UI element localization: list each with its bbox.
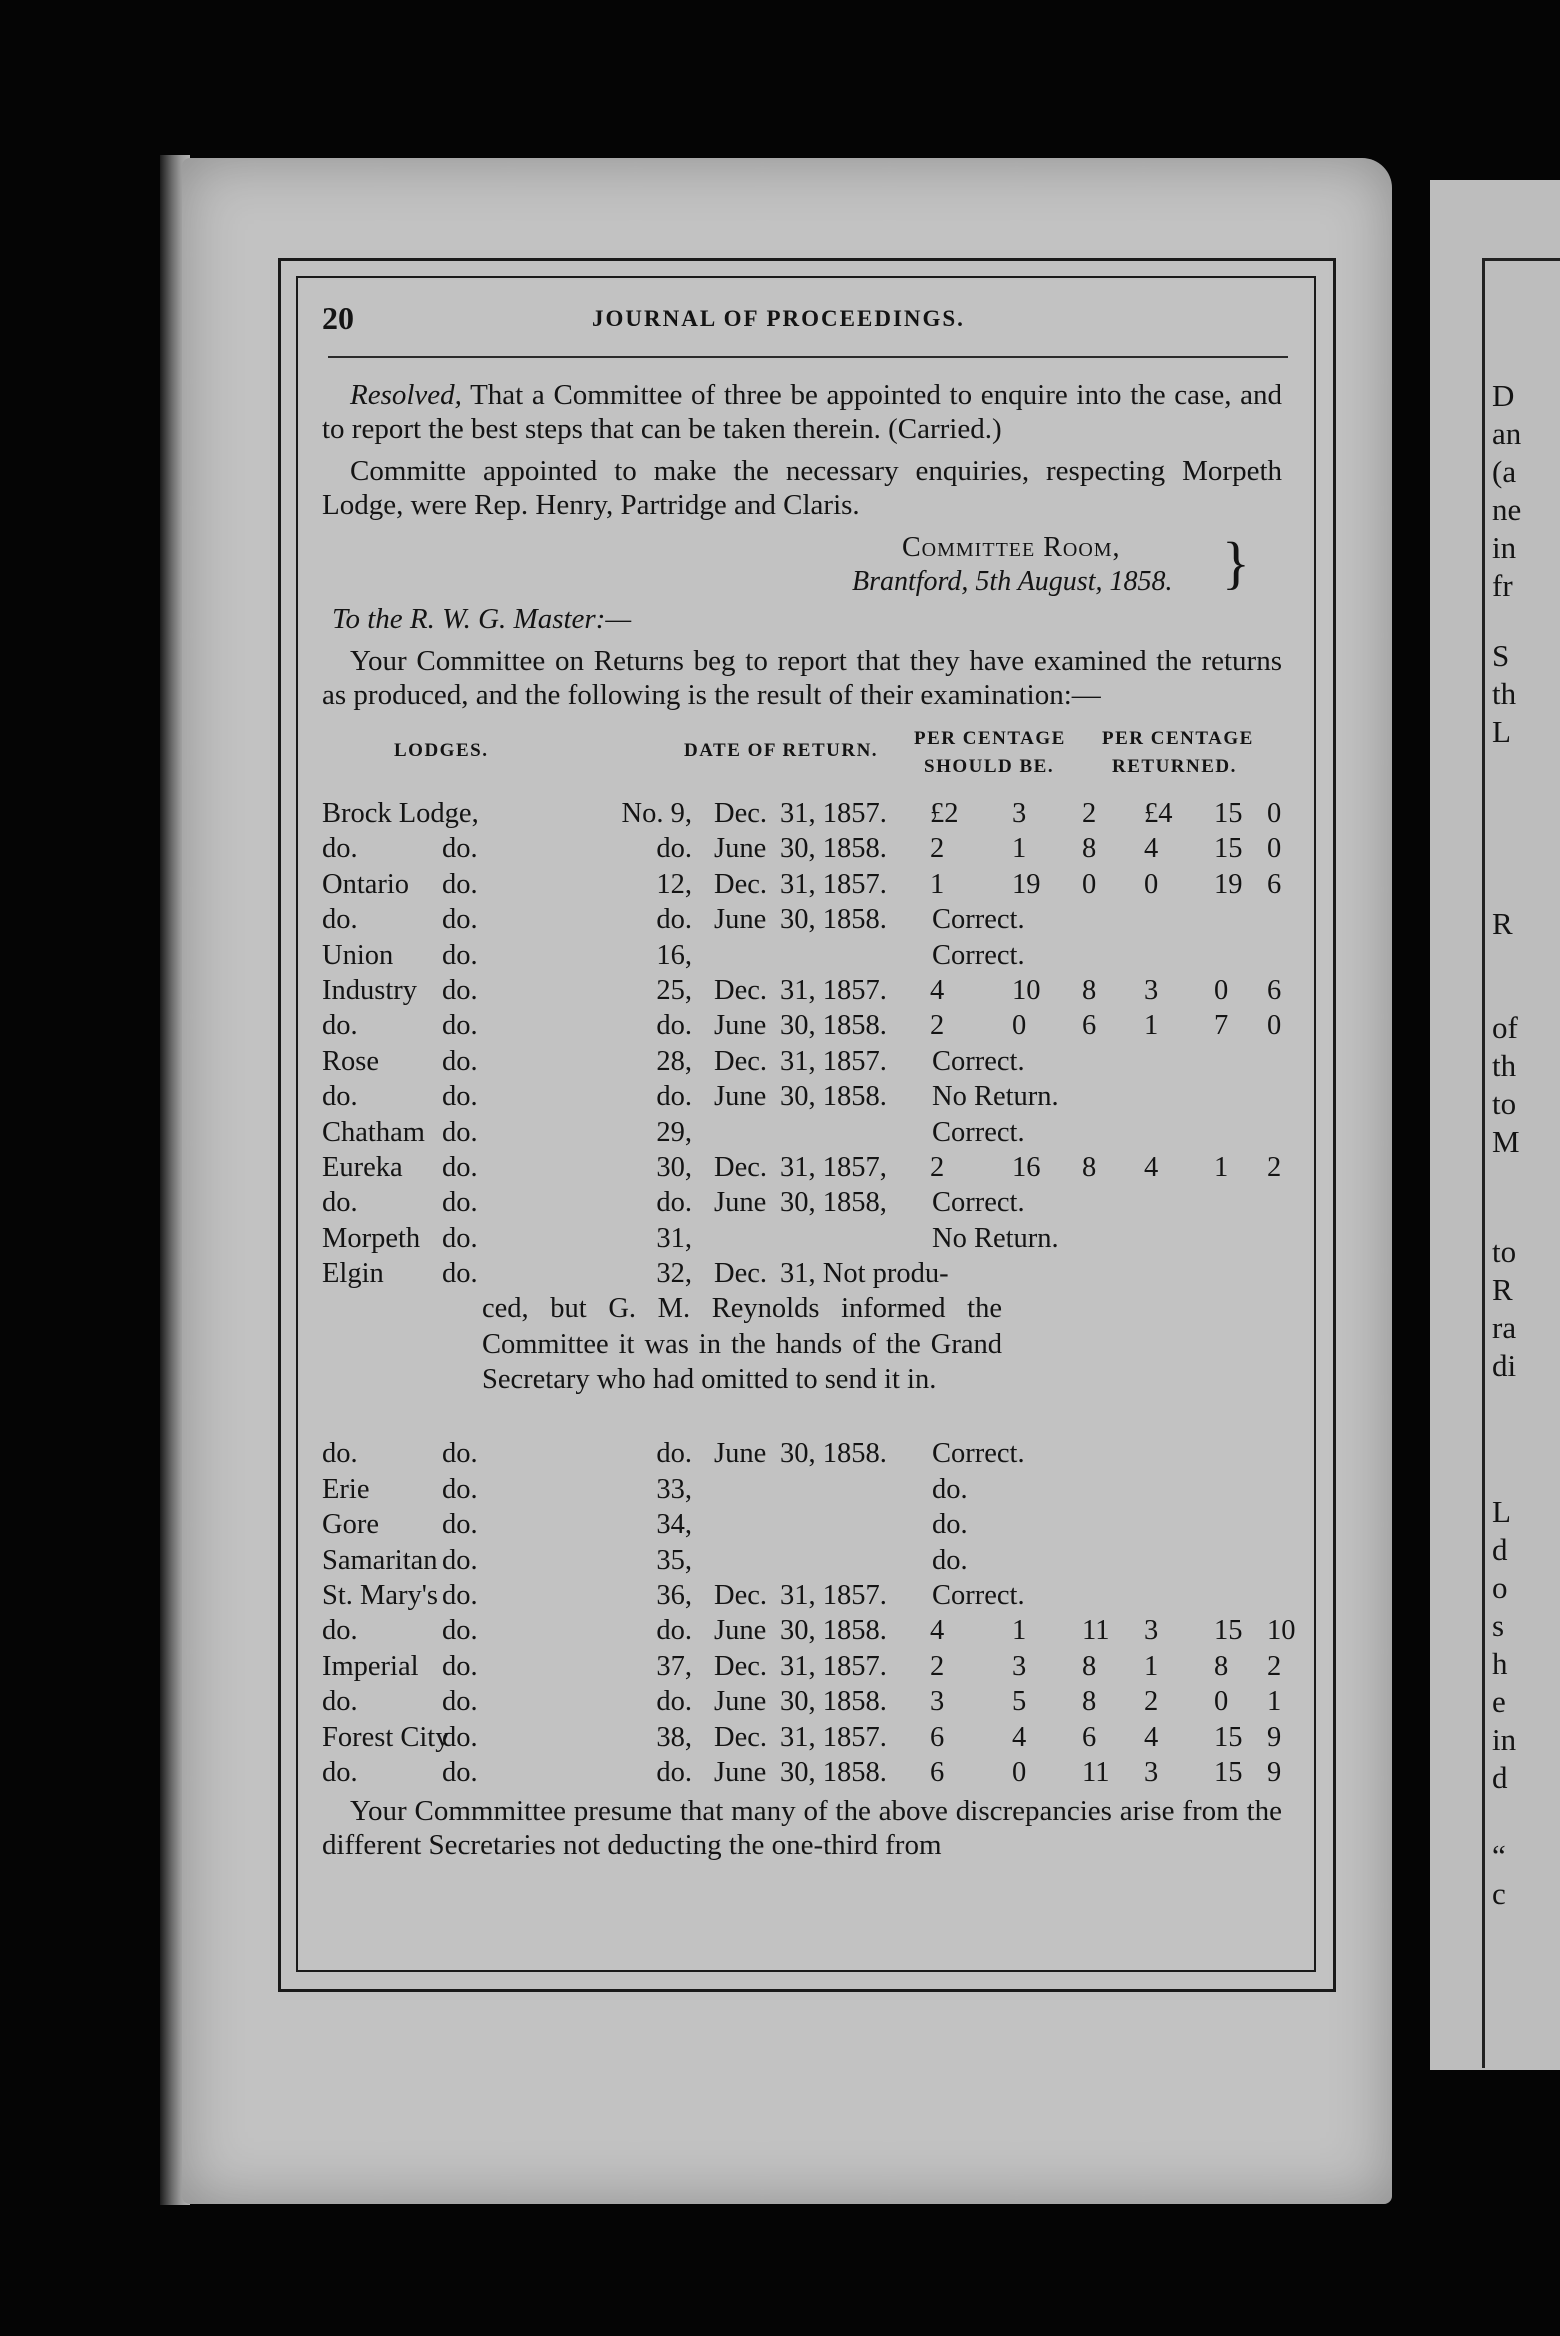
cell-mon: Dec. [714, 1045, 768, 1077]
page-header [322, 292, 1282, 342]
cell-name: Elgin [322, 1258, 384, 1290]
cell-s2: 1 [1012, 833, 1027, 865]
cell-date: 31, 1857. [780, 868, 887, 900]
cell-r1: 3 [1144, 974, 1159, 1006]
col-should-1: PER CENTAGE [914, 728, 1066, 749]
page-content [322, 292, 1296, 1862]
facing-page-fragment: D [1492, 378, 1515, 413]
cell-no: 31, [656, 1222, 692, 1254]
table-row [322, 1613, 1296, 1648]
cell-name: do. [322, 833, 358, 865]
cell-s2: 0 [1012, 1010, 1027, 1042]
cell-name: Morpeth [322, 1222, 421, 1254]
cell-do: do. [442, 1151, 478, 1183]
facing-page-fragment: (a [1492, 454, 1517, 489]
cell-no: 36, [656, 1580, 692, 1612]
cell-do: do. [442, 833, 478, 865]
cell-no: No. 9, [621, 798, 692, 829]
cell-no: 25, [656, 974, 692, 1006]
cell-name: Samaritan [322, 1544, 438, 1576]
cell-s3: 8 [1082, 974, 1097, 1006]
cell-s1: 1 [930, 868, 945, 900]
cell-no: do. [656, 1756, 692, 1788]
cell-r3: 2 [1267, 1151, 1282, 1183]
facing-page-fragment: an [1492, 416, 1522, 451]
cell-do: do. [442, 1580, 478, 1612]
cell-do: do. [442, 1756, 478, 1788]
cell-date: 31, 1857. [780, 1650, 887, 1682]
table-row [322, 1755, 1282, 1790]
cell-no: do. [656, 833, 692, 865]
cell-date: 30, 1858. [780, 1081, 887, 1113]
cell-text: Correct. [932, 1438, 1025, 1470]
cell-r2: 0 [1214, 974, 1229, 1006]
cell-r2: 0 [1214, 1686, 1229, 1718]
cell-name: do. [322, 1756, 358, 1788]
committee-room: Committee Room, [902, 532, 1121, 563]
table-row [322, 1185, 1282, 1220]
cell-do: do. [442, 1544, 478, 1576]
cell-date: 30, 1858. [780, 1615, 887, 1647]
cell-s3: 2 [1082, 798, 1097, 829]
facing-page-fragment: R [1492, 906, 1513, 941]
cell-no: 12, [656, 868, 692, 900]
cell-date: 30, 1858. [780, 904, 887, 936]
table-row [322, 1079, 1282, 1114]
cell-mon: Dec. [714, 974, 768, 1006]
table-row [322, 1507, 1282, 1542]
facing-page-fragment: L [1492, 714, 1511, 749]
facing-page-fragment: of [1492, 1010, 1518, 1045]
cell-s1: 6 [930, 1721, 945, 1753]
cell-date: 31, Not produ- [780, 1258, 949, 1290]
cell-no: do. [656, 1438, 692, 1470]
cell-text: No Return. [932, 1081, 1059, 1113]
facing-page-fragment: o [1492, 1570, 1508, 1605]
facing-page-fragment: d [1492, 1760, 1508, 1795]
cell-mon: June [714, 1187, 767, 1219]
cell-r3: 6 [1267, 868, 1282, 900]
cell-date: 30, 1858. [780, 833, 887, 865]
cell-no: do. [656, 1081, 692, 1113]
cell-do: do. [442, 1473, 478, 1505]
cell-text: Correct. [932, 1580, 1025, 1612]
facing-page-fragment: “ [1492, 1838, 1506, 1873]
cell-r1: 2 [1144, 1686, 1159, 1718]
cell-r2: 1 [1214, 1151, 1229, 1183]
cell-name: do. [322, 1438, 358, 1470]
cell-text: do. [932, 1473, 968, 1505]
returns-table [322, 796, 1282, 1291]
cell-no: 30, [656, 1151, 692, 1183]
cell-no: 16, [656, 939, 692, 971]
cell-mon: June [714, 1615, 767, 1647]
cell-date: 31, 1857. [780, 974, 887, 1006]
cell-no: 35, [656, 1544, 692, 1576]
cell-do: do. [442, 939, 478, 971]
cell-name: Erie [322, 1473, 370, 1505]
cell-r3: 0 [1267, 798, 1282, 829]
resolution-paragraph [322, 378, 1282, 446]
cell-date: 31, 1857, [780, 1151, 887, 1183]
cell-no: do. [656, 1010, 692, 1042]
cell-name: Brock Lodge, [322, 798, 479, 829]
cell-r2: 15 [1214, 1615, 1243, 1647]
cell-r3: 9 [1267, 1721, 1282, 1753]
cell-r3: 6 [1267, 974, 1282, 1006]
table-row [322, 1044, 1282, 1079]
table-row [322, 902, 1282, 937]
table-row [322, 1008, 1282, 1043]
resolution-text: That a Committee of three be appointed to enquire into the case, and to report the best steps that can be taken therein. (Carried.) [322, 379, 1282, 445]
cell-r3: 2 [1267, 1650, 1282, 1682]
cell-mon: Dec. [714, 1580, 768, 1612]
table-row [322, 1472, 1282, 1507]
cell-s2: 1 [1012, 1615, 1027, 1647]
cell-name: Forest City [322, 1721, 450, 1753]
cell-name: Ontario [322, 868, 410, 900]
cell-s1: 2 [930, 1010, 945, 1042]
cell-s3: 6 [1082, 1010, 1097, 1042]
cell-s3: 8 [1082, 833, 1097, 865]
cell-name: St. Mary's [322, 1580, 438, 1612]
salutation: To the R. W. G. Master:— [332, 603, 632, 635]
cell-mon: Dec. [714, 1650, 768, 1682]
dateline [322, 532, 1282, 602]
cell-no: 28, [656, 1045, 692, 1077]
cell-do: do. [442, 868, 478, 900]
cell-s1: 4 [930, 1615, 945, 1647]
facing-page-fragment: h [1492, 1646, 1508, 1681]
cell-text: Correct. [932, 1045, 1025, 1077]
table-row [322, 796, 1282, 831]
cell-s3: 8 [1082, 1151, 1097, 1183]
cell-s2: 16 [1012, 1151, 1041, 1183]
table-row [322, 1221, 1282, 1256]
facing-page-fragment: th [1492, 1048, 1517, 1083]
cell-mon: June [714, 1438, 767, 1470]
cell-r2: 15 [1214, 1721, 1243, 1753]
cell-r1: 0 [1144, 868, 1159, 900]
cell-name: Rose [322, 1045, 379, 1077]
cell-s3: 6 [1082, 1721, 1097, 1753]
cell-date: 31, 1857. [780, 1045, 887, 1077]
table-row [322, 831, 1282, 866]
facing-page-border-top [1482, 258, 1560, 261]
cell-name: Industry [322, 974, 417, 1006]
cell-date: 30, 1858. [780, 1756, 887, 1788]
cell-name: Union [322, 939, 394, 971]
cell-mon: Dec. [714, 1258, 768, 1290]
cell-no: do. [656, 904, 692, 936]
facing-page-fragment: e [1492, 1684, 1506, 1719]
cell-do: do. [442, 1615, 478, 1647]
cell-date: 30, 1858. [780, 1010, 887, 1042]
page-number: 20 [322, 300, 354, 336]
cell-name: do. [322, 1187, 358, 1219]
cell-no: do. [656, 1615, 692, 1647]
table-row [322, 1150, 1282, 1185]
brace-glyph: } [1222, 530, 1250, 595]
cell-r2: 8 [1214, 1650, 1229, 1682]
cell-r1: £4 [1144, 798, 1173, 829]
cell-mon: June [714, 1081, 767, 1113]
cell-date: 31, 1857. [780, 798, 887, 829]
table-row [322, 1115, 1282, 1150]
cell-do: do. [442, 1010, 478, 1042]
cell-s1: 2 [930, 1650, 945, 1682]
cell-r2: 15 [1214, 833, 1243, 865]
cell-mon: Dec. [714, 1721, 768, 1753]
facing-page-fragment: L [1492, 1494, 1511, 1529]
cell-name: Eureka [322, 1151, 403, 1183]
cell-do: do. [442, 1045, 478, 1077]
resolved-word: Resolved, [350, 379, 462, 411]
cell-r1: 4 [1144, 1151, 1159, 1183]
facing-page-edge [1430, 180, 1560, 2070]
cell-r2: 15 [1214, 1756, 1243, 1788]
facing-page-fragment: in [1492, 1722, 1517, 1757]
cell-no: do. [656, 1187, 692, 1219]
cell-no: 29, [656, 1116, 692, 1148]
facing-page-fragment: fr [1492, 568, 1513, 603]
cell-s2: 10 [1012, 974, 1041, 1006]
table-header [322, 718, 1282, 796]
cell-mon: Dec. [714, 1151, 768, 1183]
header-rule [328, 356, 1288, 358]
cell-r1: 4 [1144, 833, 1159, 865]
facing-page-fragment: s [1492, 1608, 1505, 1643]
col-should-2: SHOULD BE. [924, 756, 1055, 777]
cell-no: 34, [656, 1509, 692, 1541]
cell-r1: 1 [1144, 1010, 1159, 1042]
elgin-note: ced, but G. M. Reynolds informed the Committee it was in the hands of the Grand Secretary who had omitted to send it in. [482, 1293, 1002, 1396]
table-row [322, 1649, 1282, 1684]
cell-do: do. [442, 1650, 478, 1682]
table-row [322, 1543, 1282, 1578]
table-row [322, 1684, 1282, 1719]
committee-paragraph: Committe appointed to make the necessary enquiries, respecting Morpeth Lodge, were Rep. Henry, Partridge and Claris. [322, 455, 1282, 521]
facing-page-fragment: ra [1492, 1310, 1517, 1345]
cell-text: Correct. [932, 1116, 1025, 1148]
facing-page-border-left [1482, 258, 1485, 2068]
cell-r3: 0 [1267, 1010, 1282, 1042]
cell-s1: 4 [930, 974, 945, 1006]
facing-page-fragment: d [1492, 1532, 1508, 1567]
cell-text: No Return. [932, 1222, 1059, 1254]
cell-do: do. [442, 1187, 478, 1219]
cell-text: do. [932, 1544, 968, 1576]
cell-do: do. [442, 1258, 478, 1290]
cell-mon: June [714, 833, 767, 865]
cell-s1: 6 [930, 1756, 945, 1788]
cell-date: 31, 1857. [780, 1721, 887, 1753]
cell-r1: 1 [1144, 1650, 1159, 1682]
cell-do: do. [442, 1721, 478, 1753]
cell-r1: 4 [1144, 1721, 1159, 1753]
cell-date: 31, 1857. [780, 1580, 887, 1612]
cell-do: do. [442, 1222, 478, 1254]
facing-page-fragment: di [1492, 1348, 1517, 1383]
cell-text: do. [932, 1509, 968, 1541]
cell-s3: 11 [1082, 1615, 1110, 1647]
cell-text: Correct. [932, 1187, 1025, 1219]
cell-name: do. [322, 904, 358, 936]
cell-no: do. [656, 1686, 692, 1718]
col-lodges: LODGES. [394, 740, 489, 761]
cell-no: 38, [656, 1721, 692, 1753]
cell-name: do. [322, 1010, 358, 1042]
running-head: JOURNAL OF PROCEEDINGS. [592, 306, 965, 331]
cell-s1: 2 [930, 833, 945, 865]
cell-r3: 1 [1267, 1686, 1282, 1718]
facing-page-fragment: ne [1492, 492, 1522, 527]
col-date: DATE OF RETURN. [684, 740, 879, 761]
table-row [322, 1578, 1282, 1613]
facing-page-fragment: R [1492, 1272, 1513, 1307]
cell-date: 30, 1858. [780, 1686, 887, 1718]
cell-name: do. [322, 1081, 358, 1113]
cell-text: Correct. [932, 939, 1025, 971]
cell-do: do. [442, 1081, 478, 1113]
cell-name: do. [322, 1686, 358, 1718]
cell-mon: June [714, 1010, 767, 1042]
returns-table-continued [322, 1436, 1296, 1790]
cell-s1: £2 [930, 798, 959, 829]
cell-date: 30, 1858. [780, 1438, 887, 1470]
cell-s3: 11 [1082, 1756, 1110, 1788]
table-row [322, 1436, 1282, 1471]
cell-s2: 4 [1012, 1721, 1027, 1753]
cell-do: do. [442, 1438, 478, 1470]
cell-name: Chatham [322, 1116, 425, 1148]
cell-s1: 3 [930, 1686, 945, 1718]
col-returned-2: RETURNED. [1112, 756, 1237, 777]
cell-name: Imperial [322, 1650, 419, 1682]
facing-page-fragment: M [1492, 1124, 1520, 1159]
cell-mon: Dec. [714, 868, 768, 900]
cell-r2: 7 [1214, 1010, 1229, 1042]
cell-text: Correct. [932, 904, 1025, 936]
table-row [322, 1256, 1282, 1291]
dateline-date: Brantford, 5th August, 1858. [852, 566, 1173, 597]
cell-r3: 9 [1267, 1756, 1282, 1788]
cell-mon: June [714, 904, 767, 936]
facing-page-fragment: S [1492, 638, 1510, 673]
cell-do: do. [442, 1686, 478, 1718]
cell-s2: 19 [1012, 868, 1041, 900]
cell-s2: 3 [1012, 1650, 1027, 1682]
cell-s1: 2 [930, 1151, 945, 1183]
table-row [322, 973, 1282, 1008]
cell-s3: 8 [1082, 1650, 1097, 1682]
elgin-note-block [322, 1291, 1282, 1436]
facing-page-fragment: to [1492, 1086, 1517, 1121]
report-intro: Your Committee on Returns beg to report that they have examined the returns as produced, and the following is the result of their examination:— [322, 645, 1282, 711]
table-row [322, 938, 1282, 973]
cell-do: do. [442, 1509, 478, 1541]
cell-s2: 3 [1012, 798, 1027, 829]
cell-r3: 10 [1267, 1615, 1296, 1647]
cell-s2: 5 [1012, 1686, 1027, 1718]
closing-paragraph: Your Commmittee presume that many of the above discrepancies arise from the different Secretaries not deducting the one-third from [322, 1795, 1282, 1862]
cell-mon: June [714, 1756, 767, 1788]
cell-s3: 0 [1082, 868, 1097, 900]
cell-r2: 19 [1214, 868, 1243, 900]
cell-do: do. [442, 974, 478, 1006]
cell-no: 33, [656, 1473, 692, 1505]
cell-s2: 0 [1012, 1756, 1027, 1788]
facing-page-fragment: c [1492, 1876, 1506, 1911]
cell-r1: 3 [1144, 1615, 1159, 1647]
cell-date: 30, 1858, [780, 1187, 887, 1219]
cell-r1: 3 [1144, 1756, 1159, 1788]
cell-name: Gore [322, 1509, 379, 1541]
facing-page-fragment: th [1492, 676, 1517, 711]
cell-no: 32, [656, 1258, 692, 1290]
cell-r2: 15 [1214, 798, 1243, 829]
cell-name: do. [322, 1615, 358, 1647]
cell-do: do. [442, 904, 478, 936]
col-returned-1: PER CENTAGE [1102, 728, 1254, 749]
table-row [322, 867, 1282, 902]
cell-s3: 8 [1082, 1686, 1097, 1718]
cell-mon: June [714, 1686, 767, 1718]
facing-page-fragment: to [1492, 1234, 1517, 1269]
cell-mon: Dec. [714, 798, 768, 829]
table-row [322, 1720, 1282, 1755]
facing-page-fragment: in [1492, 530, 1517, 565]
cell-no: 37, [656, 1650, 692, 1682]
cell-do: do. [442, 1116, 478, 1148]
cell-r3: 0 [1267, 833, 1282, 865]
